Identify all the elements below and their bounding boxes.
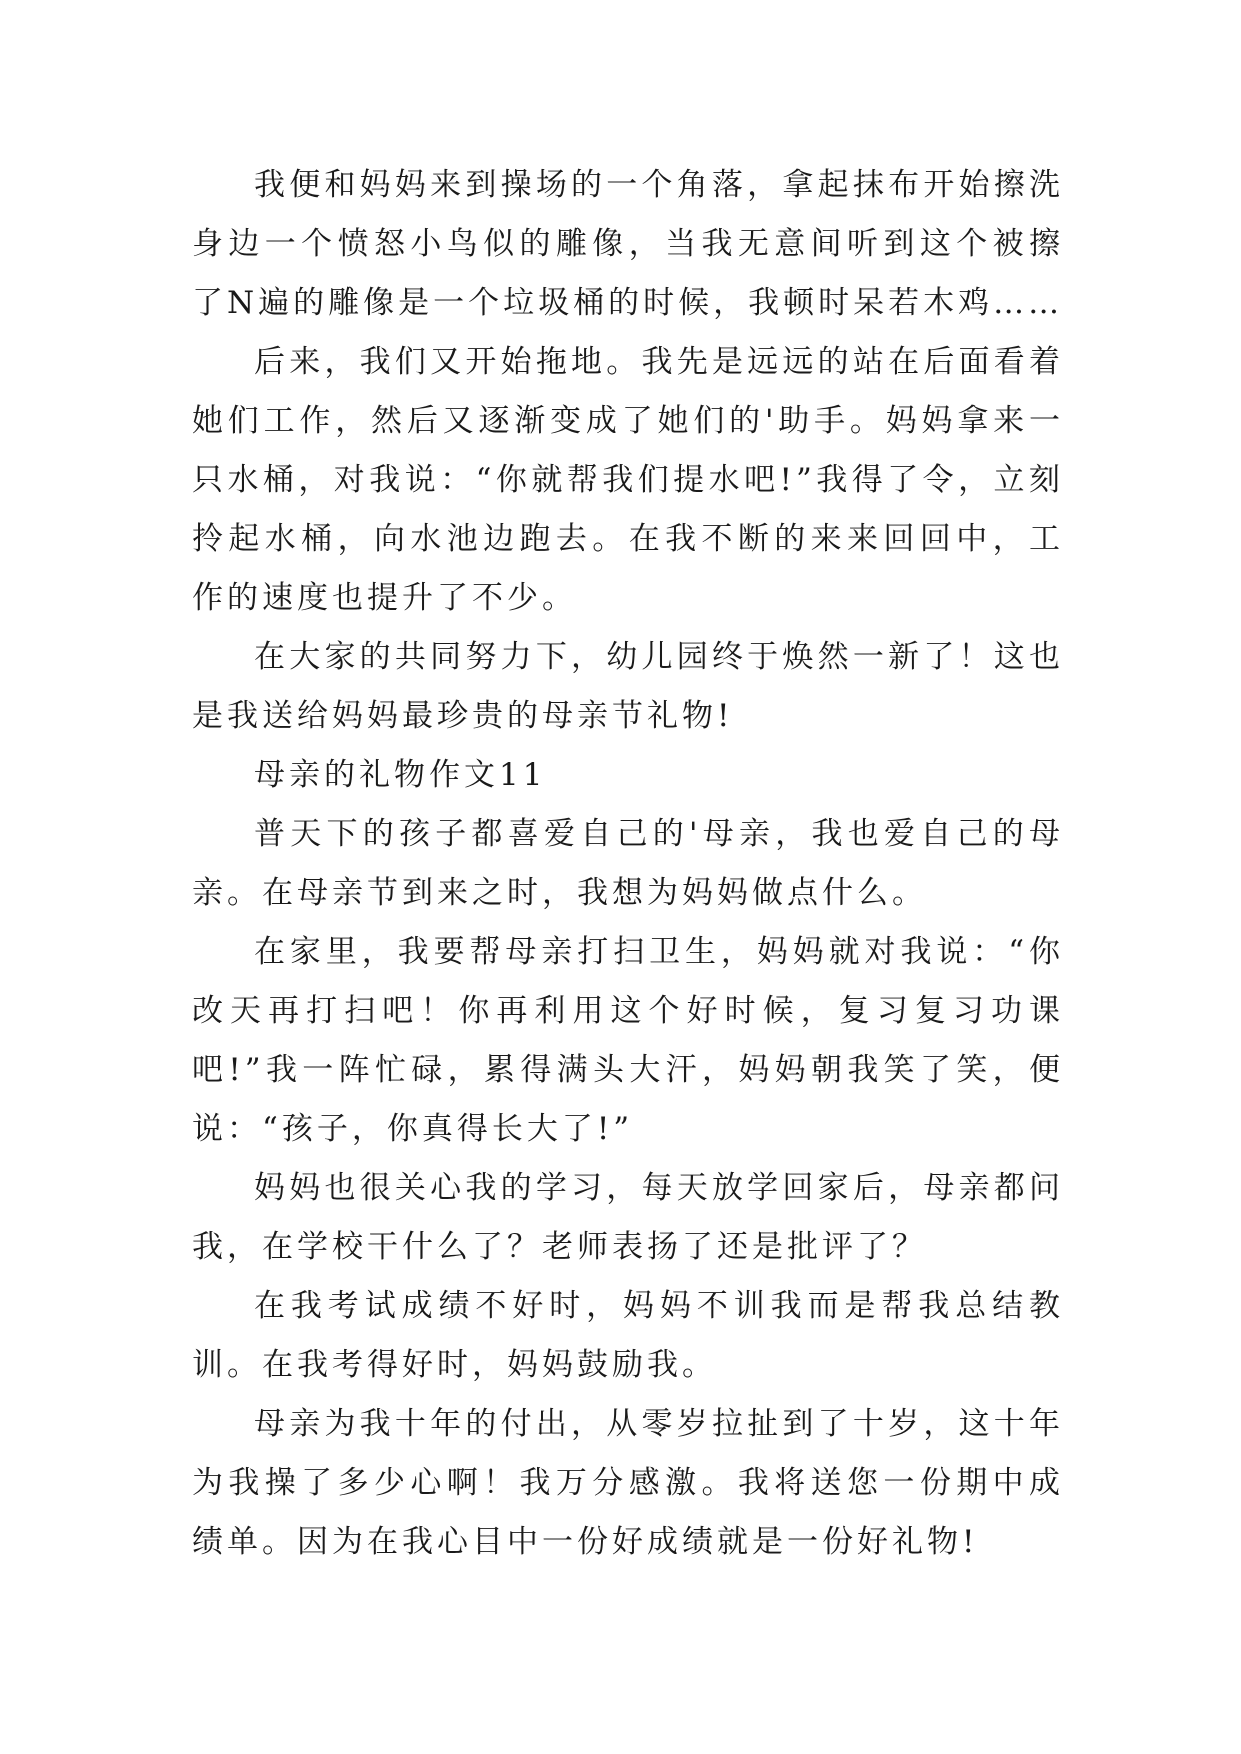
paragraph: 我便和妈妈来到操场的一个角落，拿起抹布开始擦洗身边一个愤怒小鸟似的雕像，当我无意间听到这个被擦了N遍的雕像是一个垃圾桶的时候，我顿时呆若木鸡…… [192,167,1064,321]
paragraph: 母亲为我十年的付出，从零岁拉扯到了十岁，这十年为我操了多少心啊！我万分感激。我将送您一份期中成绩单。因为在我心目中一份好成绩就是一份好礼物! [192,1406,1064,1560]
section-heading: 母亲的礼物作文11 [254,757,547,793]
paragraph: 妈妈也很关心我的学习，每天放学回家后，母亲都问我，在学校干什么了？老师表扬了还是批评了？ [192,1170,1064,1265]
paragraph: 在我考试成绩不好时，妈妈不训我而是帮我总结教训。在我考得好时，妈妈鼓励我。 [192,1288,1064,1383]
paragraph: 在家里，我要帮母亲打扫卫生，妈妈就对我说：“你改天再打扫吧！你再利用这个好时候，复习复习功课吧!”我一阵忙碌，累得满头大汗，妈妈朝我笑了笑，便说：“孩子，你真得长大了!” [192,934,1064,1147]
paragraph: 后来，我们又开始拖地。我先是远远的站在后面看着她们工作，然后又逐渐变成了她们的'助手。妈妈拿来一只水桶，对我说：“你就帮我们提水吧!”我得了令，立刻拎起水桶，向水池边跑去。在我不断的来来回回中，工作的速度也提升了不少。 [192,344,1064,616]
paragraph: 普天下的孩子都喜爱自己的'母亲，我也爱自己的母亲。在母亲节到来之时，我想为妈妈做点什么。 [192,816,1064,911]
paragraph: 在大家的共同努力下，幼儿园终于焕然一新了！这也是我送给妈妈最珍贵的母亲节礼物! [192,639,1064,734]
document-body [192,156,1064,1572]
